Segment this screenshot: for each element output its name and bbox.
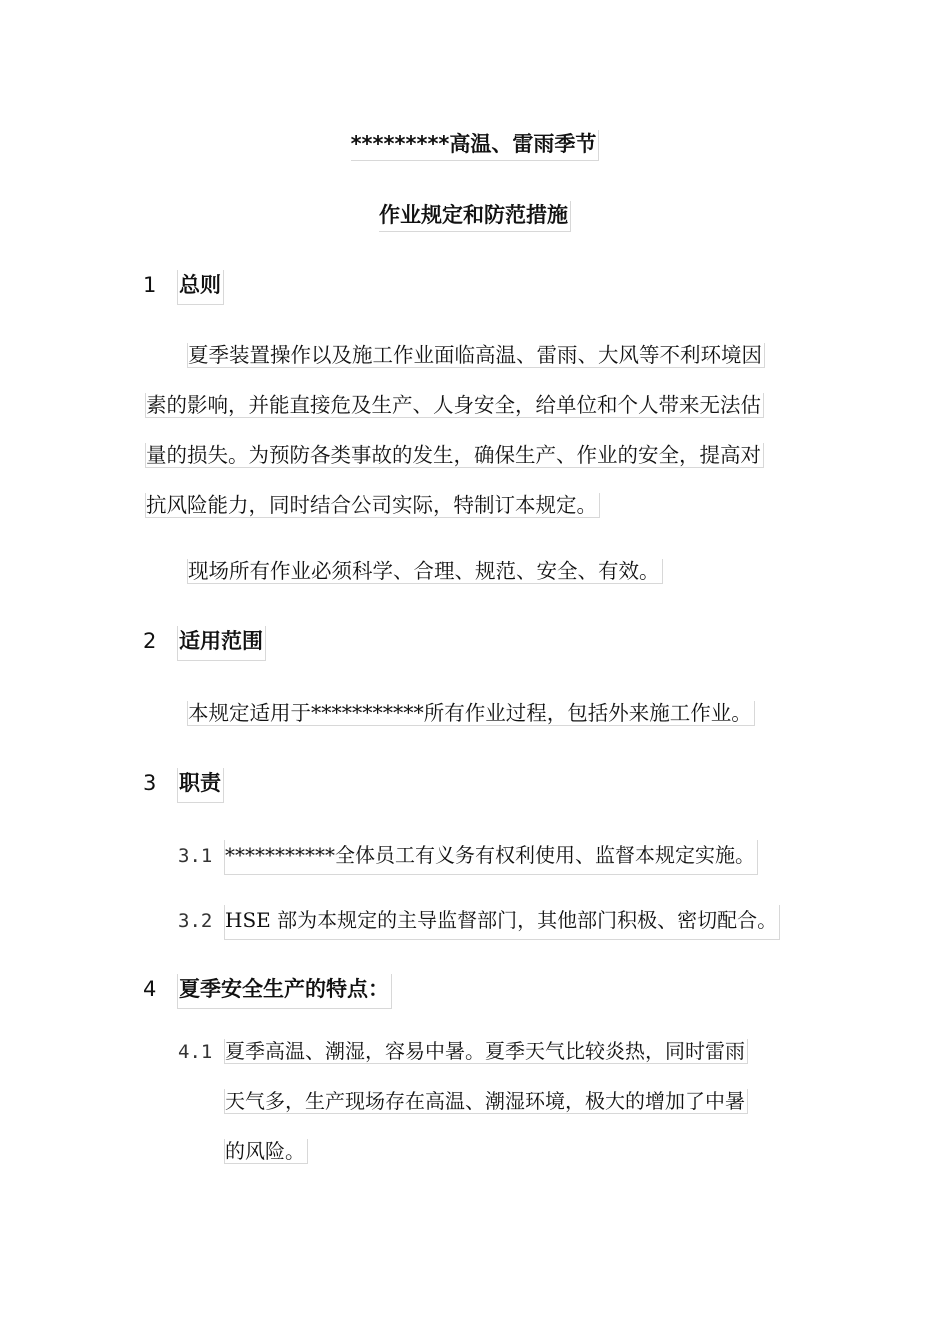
section-title: 适用范围 bbox=[177, 626, 266, 661]
paragraph-line: 的风险。 bbox=[178, 1126, 748, 1176]
paragraph-line: 夏季装置操作以及施工作业面临高温、雷雨、大风等不利环境因 bbox=[145, 330, 765, 380]
paragraph-line: 4.1 夏季高温、潮湿，容易中暑。夏季天气比较炎热，同时雷雨 bbox=[178, 1026, 748, 1076]
document-title-line-2 bbox=[0, 201, 950, 232]
section-heading-2 bbox=[143, 626, 266, 661]
title-text: *********高温、雷雨季节 bbox=[351, 130, 600, 161]
list-item-4-1 bbox=[178, 1026, 748, 1176]
paragraph-line: 量的损失。为预防各类事故的发生，确保生产、作业的安全，提高对 bbox=[145, 430, 765, 480]
item-number: 4.1 bbox=[178, 1041, 213, 1063]
section-number: 3 bbox=[143, 771, 157, 795]
paragraph-general bbox=[145, 330, 765, 530]
title-text: 作业规定和防范措施 bbox=[379, 201, 571, 232]
paragraph-line: 现场所有作业必须科学、合理、规范、安全、有效。 bbox=[187, 546, 663, 596]
paragraph-scope bbox=[187, 688, 755, 738]
section-number: 2 bbox=[143, 629, 157, 653]
paragraph-line: 本规定适用于***********所有作业过程，包括外来施工作业。 bbox=[187, 688, 755, 738]
section-title: 职责 bbox=[177, 768, 224, 803]
item-number: 3.1 bbox=[178, 845, 213, 867]
item-text: HSE 部为本规定的主导监督部门，其他部门积极、密切配合。 bbox=[224, 905, 780, 940]
list-item-3-1 bbox=[178, 840, 758, 875]
list-item-3-2 bbox=[178, 905, 780, 940]
document-title-line-1 bbox=[0, 130, 950, 161]
section-heading-3 bbox=[143, 768, 224, 803]
item-number: 3.2 bbox=[178, 910, 213, 932]
section-number: 1 bbox=[143, 273, 157, 297]
section-heading-4 bbox=[143, 974, 392, 1009]
paragraph-line: 抗风险能力，同时结合公司实际，特制订本规定。 bbox=[145, 480, 765, 530]
section-heading-1 bbox=[143, 270, 224, 305]
section-title: 夏季安全生产的特点： bbox=[177, 974, 392, 1009]
paragraph-requirement bbox=[187, 546, 663, 596]
section-number: 4 bbox=[143, 977, 157, 1001]
paragraph-line: 素的影响，并能直接危及生产、人身安全，给单位和个人带来无法估 bbox=[145, 380, 765, 430]
paragraph-line: 天气多，生产现场存在高温、潮湿环境，极大的增加了中暑 bbox=[178, 1076, 748, 1126]
section-title: 总则 bbox=[177, 270, 224, 305]
item-text: ***********全体员工有义务有权利使用、监督本规定实施。 bbox=[224, 840, 758, 875]
